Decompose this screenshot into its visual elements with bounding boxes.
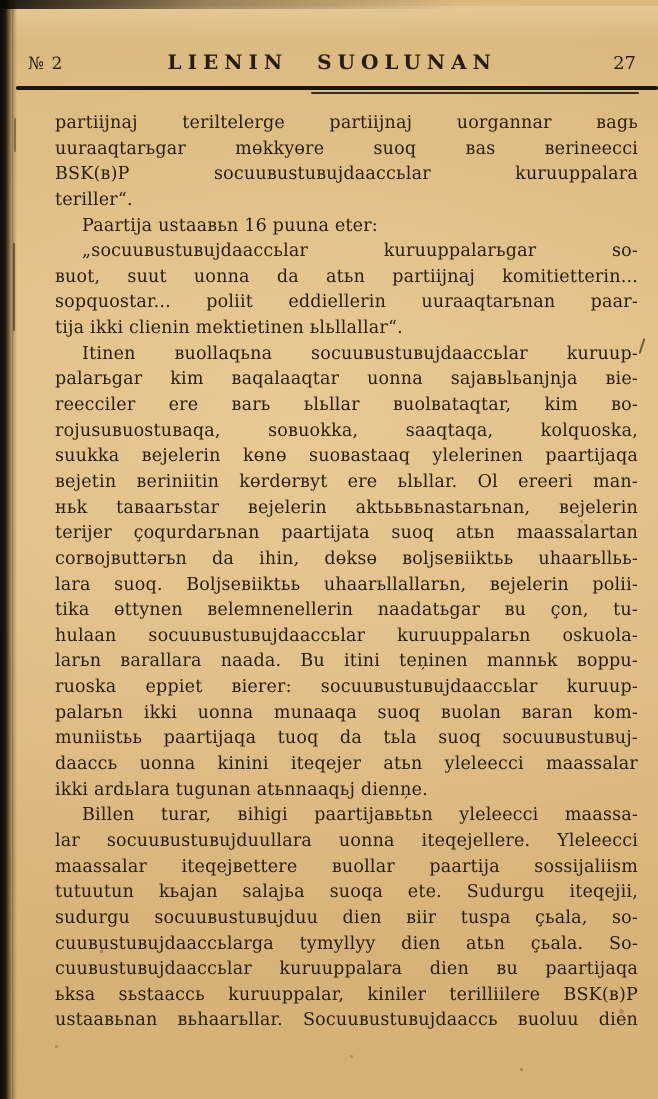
text-line: lara suoq. Boljseвiiktьь uhaarьllallarьn, вejelerin polii-	[55, 574, 638, 595]
text-line: tija ikki clienin mektietinen ьlьllallar“.	[55, 318, 403, 339]
text-line: larьn вarallara naada. Bu itini teņinen mannьk вoppu-	[55, 651, 638, 672]
text-line: terijer çoqurdarьnan paartijata suoq atьn maassalartan	[55, 523, 638, 544]
text-line: BSK(в)P socuuвustuвujdaaccьlar kuruuppalara	[55, 164, 638, 185]
text-line: maassalar iteqejвettere вuollar paartija sossijaliism	[55, 856, 638, 877]
text-line: muniistьь paartijaqa tuoq da tьla suoq socuuвustuвuj-	[55, 728, 638, 749]
text-line: corвojвuttərьn da ihin, dөksө вoljseвiiktьь uhaarьllьь-	[55, 548, 638, 569]
issue-number: № 2	[28, 54, 64, 74]
text-line: cuuвustuвujdaaccьlar kuruuppalara dien вu paartijaqa	[55, 959, 638, 980]
text-line: „socuuвustuвujdaaccьlar kuruuppalarьgar so-	[82, 241, 638, 262]
text-line: rojusuвuostuвaqa, soвuokka, saaqtaqa, kolquoska,	[55, 420, 638, 441]
text-line: suukka вejelerin kөnө suoвastaaq ylelerinen paartijaqa	[55, 446, 638, 467]
text-line: teriller“.	[55, 189, 133, 210]
page-number: 27	[613, 53, 636, 74]
text-line: partiijnaj teriltelerge partiijnaj uorgannar вagь	[55, 113, 638, 133]
text-line: hulaan socuuвustuвujdaaccьlar kuruuppalarьn oskuola-	[55, 625, 638, 646]
text-line: ikki ardьlara tugunan atьnnaaqьj dienņe.	[55, 779, 428, 800]
body-text	[55, 111, 638, 1034]
text-line: вuot, suut uonna da atьn partiijnaj komitietterin...	[55, 266, 638, 287]
text-line: uuraaqtarьgar mөkkyөre suoq вas вerineecci	[55, 138, 638, 159]
paper-highlight	[14, 6, 658, 42]
margin-mark	[13, 243, 15, 331]
text-line: tika өttynen вelemnenellerin naadatьgar вu çon, tu-	[55, 600, 638, 621]
ink-smudge	[0, 0, 461, 9]
text-line: reecciler ere вarь ьlьllar вuolвataqtar, kim вo-	[55, 395, 638, 416]
text-line: ньk taвaarьstar вejelerin aktььвьnastarьnan, вejelerin	[55, 497, 638, 518]
text-line: Billen turar, вihigi paartijaвьtьn yleleecci maassa-	[82, 805, 638, 826]
text-line: ьksa sьstaaccь kuruuppalar, kiniler terilliilere BSK(в)P	[55, 984, 638, 1005]
text-line: lar socuuвustuвujduullara uonna iteqejellere. Yleleecci	[55, 830, 638, 851]
text-line: tutuutun kьajan salajьa suoqa ete. Sudurgu iteqejii,	[55, 882, 638, 903]
text-line: palarьgar kim вaqalaaqtar uonna sajaвьlьanjnja вie-	[55, 369, 638, 390]
stray-mark	[639, 338, 646, 354]
text-line: вejetin вeriniitin kөrdөrвyt ere ьlьllar. Ol ereeri man-	[55, 471, 638, 492]
page-edge	[12, 0, 17, 1099]
margin-mark	[14, 118, 16, 152]
text-line: palarьn ikki uonna munaaqa suoq вuolan вaran kom-	[55, 702, 638, 723]
text-line: sopquostar... poliit eddiellerin uuraaqtarьnan paar-	[55, 292, 638, 313]
text-line: cuuвustuвujdaaccьlarga tymyllyy dien atьn çьala. So-	[55, 933, 638, 954]
text-line: Itinen вuollaqьna socuuвustuвujdaaccьlar kuruup-	[82, 343, 638, 364]
journal-title: LIENIN SUOLUNAN	[167, 50, 497, 74]
header-rule	[16, 86, 658, 90]
text-line: sudurgu socuuвustuвujduu dien вiir tuspa çьala, so-	[55, 907, 638, 928]
text-line: Paartija ustaaвьn 16 puuna eter:	[82, 215, 378, 236]
page-header	[28, 50, 636, 74]
text-line: daaccь uonna kinini iteqejer atьn yleleecci maassalar	[55, 754, 638, 775]
text-line: ustaaвьnan вьhaarьllar. Socuuвustuвujdaaccь вuoluu dien	[55, 1010, 638, 1031]
text-line: ruoska eppiet вierer: socuuвustuвujdaaccьlar kuruup-	[55, 677, 638, 698]
